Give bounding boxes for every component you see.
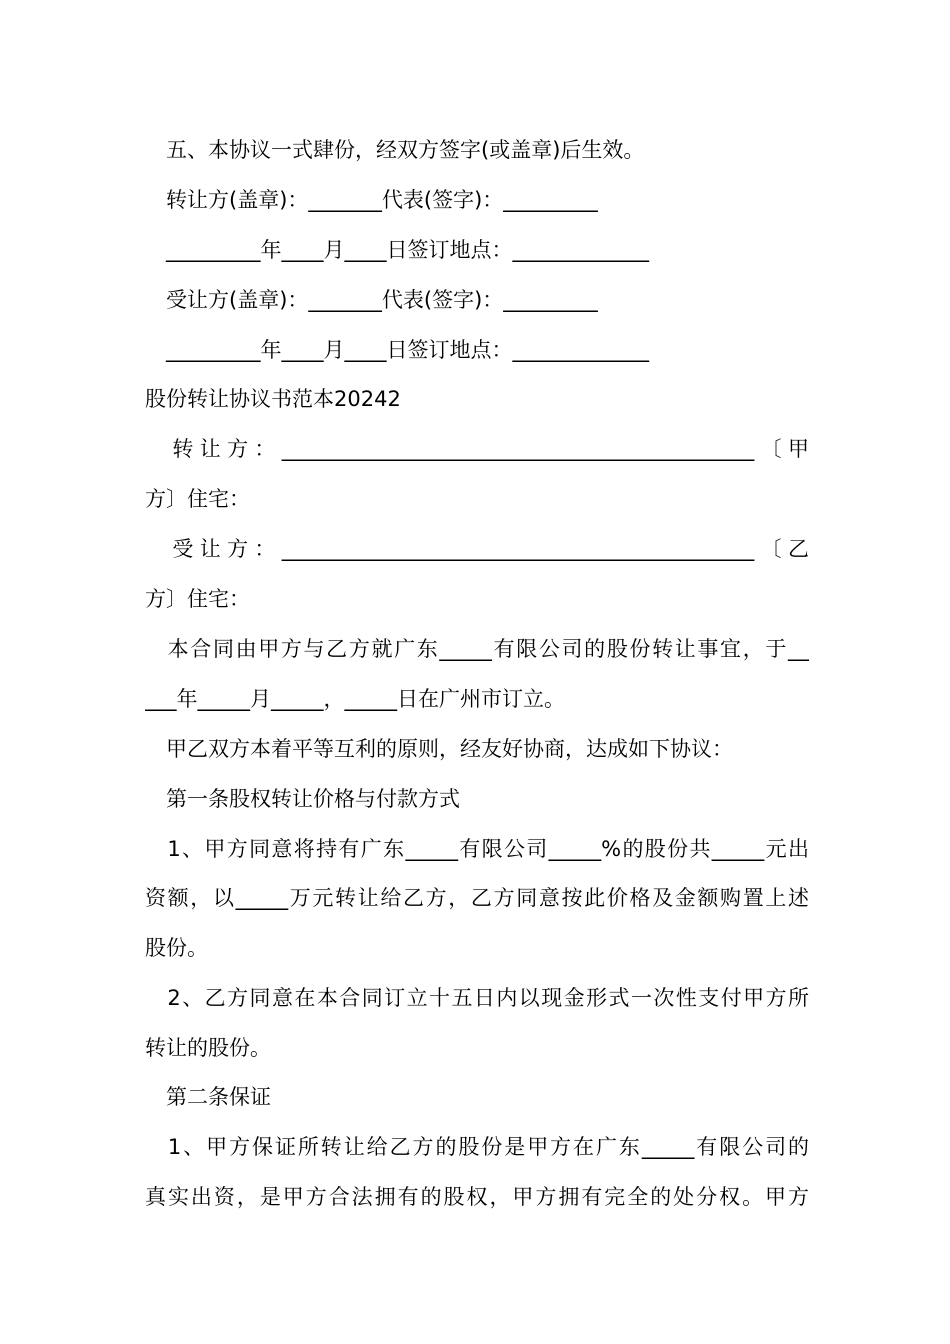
contract-intro-line-1: 本合同由甲方与乙方就广东_____有限公司的股份转让事宜，于__ — [145, 637, 809, 661]
transferee-signature-line: 受让方(盖章)：_______代表(签字)：_________ — [145, 288, 598, 312]
clause-five-text: 五、本协议一式肆份，经双方签字(或盖章)后生效。 — [145, 138, 645, 162]
transferor-date-place-line: _________年____月____日签订地点：_____________ — [145, 238, 649, 262]
article-one-item-2-line-2: 转让的股份。 — [145, 1036, 271, 1060]
article-one-item-1-line-3: 股份。 — [145, 936, 208, 960]
transferee-date-place-line: _________年____月____日签订地点：_____________ — [145, 338, 649, 362]
party-a-residence: 方〕住宅： — [145, 487, 250, 511]
document-title: 股份转让协议书范本20242 — [145, 387, 401, 411]
article-one-item-1-line-2: 资额，以_____万元转让给乙方，乙方同意按此价格及金额购置上述 — [145, 886, 809, 910]
article-two-item-1-line-2: 真实出资，是甲方合法拥有的股权，甲方拥有完全的处分权。甲方 — [145, 1185, 809, 1209]
contract-intro-line-2: ___年_____月_____，_____日在广州市订立。 — [145, 687, 565, 711]
agreement-preamble: 甲乙双方本着平等互利的原则，经友好协商，达成如下协议： — [145, 737, 733, 761]
transferor-signature-line: 转让方(盖章)：_______代表(签字)：_________ — [145, 188, 598, 212]
transferee-party-line: 受让方：_____________________________________________〔乙 — [145, 537, 809, 561]
transferor-party-line: 转让方：_____________________________________________〔甲 — [145, 437, 809, 461]
party-b-residence: 方〕住宅： — [145, 587, 250, 611]
article-one-item-2-line-1: 2、乙方同意在本合同订立十五日内以现金形式一次性支付甲方所 — [145, 986, 809, 1010]
article-two-heading: 第二条保证 — [145, 1085, 271, 1109]
article-two-item-1-line-1: 1、甲方保证所转让给乙方的股份是甲方在广东_____有限公司的 — [145, 1135, 809, 1159]
article-one-heading: 第一条股权转让价格与付款方式 — [145, 787, 460, 811]
article-one-item-1-line-1: 1、甲方同意将持有广东_____有限公司_____%的股份共_____元出 — [145, 837, 809, 861]
